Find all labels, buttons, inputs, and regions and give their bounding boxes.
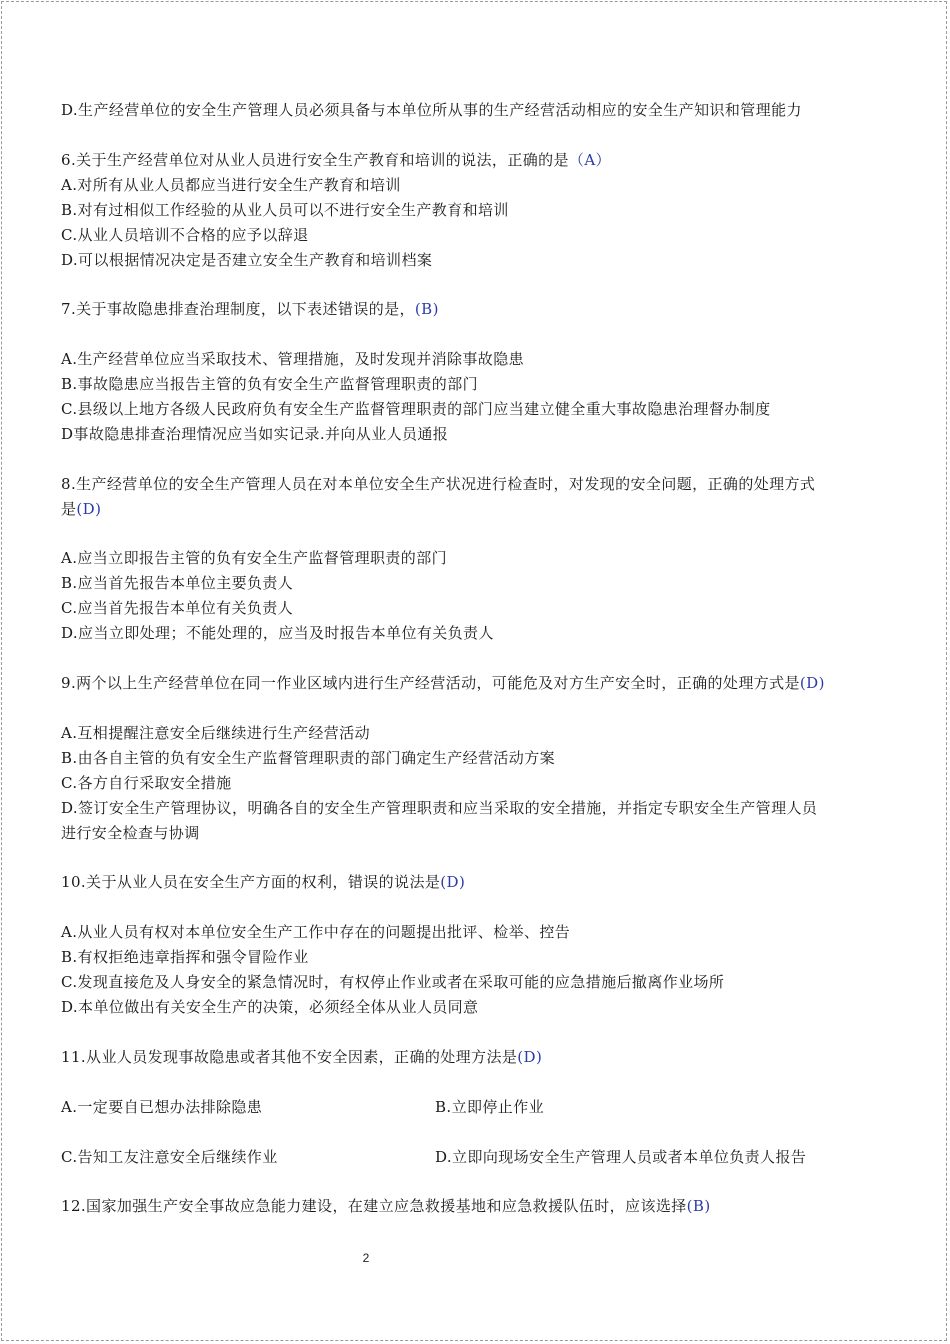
option-a-10: A.从业人员有权对本单位安全生产工作中存在的问题提出批评、检举、控告: [61, 923, 571, 941]
question-10: 10.关于从业人员在安全生产方面的权利，错误的说法是(D): [61, 873, 466, 891]
answer-6: （A）: [568, 151, 611, 169]
option-a-9: A.互相提醒注意安全后继续进行生产经营活动: [61, 724, 371, 742]
answer-12: (B): [686, 1197, 711, 1215]
option-a-11: A.一定要自已想办法排除隐患: [61, 1098, 263, 1116]
question-6: 6.关于生产经营单位对从业人员进行安全生产教育和培训的说法，正确的是（A）: [61, 151, 611, 169]
answer-11: (D): [517, 1048, 543, 1066]
option-c-6: C.从业人员培训不合格的应予以辞退: [61, 226, 309, 244]
question-8: 8.生产经营单位的安全生产管理人员在对本单位安全生产状况进行检查时，对发现的安全问题，正确的处理方式: [61, 475, 816, 493]
option-d-11: D.立即向现场安全生产管理人员或者本单位负责人报告: [435, 1148, 807, 1166]
option-d-8: D.应当立即处理；不能处理的，应当及时报告本单位有关负责人: [61, 624, 494, 642]
option-d-10: D.本单位做出有关安全生产的决策，必须经全体从业人员同意: [61, 998, 479, 1016]
answer-9: (D): [799, 674, 825, 692]
document-page: [1, 1, 947, 1341]
question-7: 7.关于事故隐患排查治理制度，以下表述错误的是，(B): [61, 300, 439, 318]
answer-8: (D): [76, 500, 102, 518]
option-b-6: B.对有过相似工作经验的从业人员可以不进行安全生产教育和培训: [61, 201, 509, 219]
option-d-7: D事故隐患排查治理情况应当如实记录.并向从业人员通报: [61, 425, 449, 443]
answer-7: (B): [414, 300, 439, 318]
option-a-7: A.生产经营单位应当采取技术、管理措施，及时发现并消除事故隐患: [61, 350, 525, 368]
option-b-9: B.由各自主管的负有安全生产监督管理职责的部门确定生产经营活动方案: [61, 749, 555, 767]
option-b-7: B.事故隐患应当报告主管的负有安全生产监督管理职责的部门: [61, 375, 478, 393]
option-d-9-cont: 进行安全检查与协调: [61, 824, 200, 842]
question-12: 12.国家加强生产安全事故应急能力建设，在建立应急救援基地和应急救援队伍时，应该选择(B): [61, 1197, 711, 1215]
question-8-cont: 是(D): [61, 500, 102, 518]
question-11: 11.从业人员发现事故隐患或者其他不安全因素，正确的处理方法是(D): [61, 1048, 543, 1066]
page-number: 2: [362, 1251, 370, 1265]
option-c-11: C.告知工友注意安全后继续作业: [61, 1148, 278, 1166]
option-c-8: C.应当首先报告本单位有关负责人: [61, 599, 294, 617]
answer-10: (D): [440, 873, 466, 891]
option-d-5: D.生产经营单位的安全生产管理人员必须具备与本单位所从事的生产经营活动相应的安全生产知识和管理能力: [61, 101, 802, 119]
option-a-6: A.对所有从业人员都应当进行安全生产教育和培训: [61, 176, 401, 194]
option-b-11: B.立即停止作业: [435, 1098, 544, 1116]
option-d-6: D.可以根据情况决定是否建立安全生产教育和培训档案: [61, 251, 433, 269]
option-b-10: B.有权拒绝违章指挥和强令冒险作业: [61, 948, 309, 966]
question-9: 9.两个以上生产经营单位在同一作业区域内进行生产经营活动，可能危及对方生产安全时，正确的处理方式是(D): [61, 674, 825, 692]
option-a-8: A.应当立即报告主管的负有安全生产监督管理职责的部门: [61, 549, 448, 567]
option-c-9: C.各方自行采取安全措施: [61, 774, 232, 792]
option-b-8: B.应当首先报告本单位主要负责人: [61, 574, 294, 592]
option-c-7: C.县级以上地方各级人民政府负有安全生产监督管理职责的部门应当建立健全重大事故隐患治理督办制度: [61, 400, 771, 418]
option-d-9: D.签订安全生产管理协议，明确各自的安全生产管理职责和应当采取的安全措施，并指定专职安全生产管理人员: [61, 799, 818, 817]
option-c-10: C.发现直接危及人身安全的紧急情况时，有权停止作业或者在采取可能的应急措施后撤离作业场所: [61, 973, 725, 991]
